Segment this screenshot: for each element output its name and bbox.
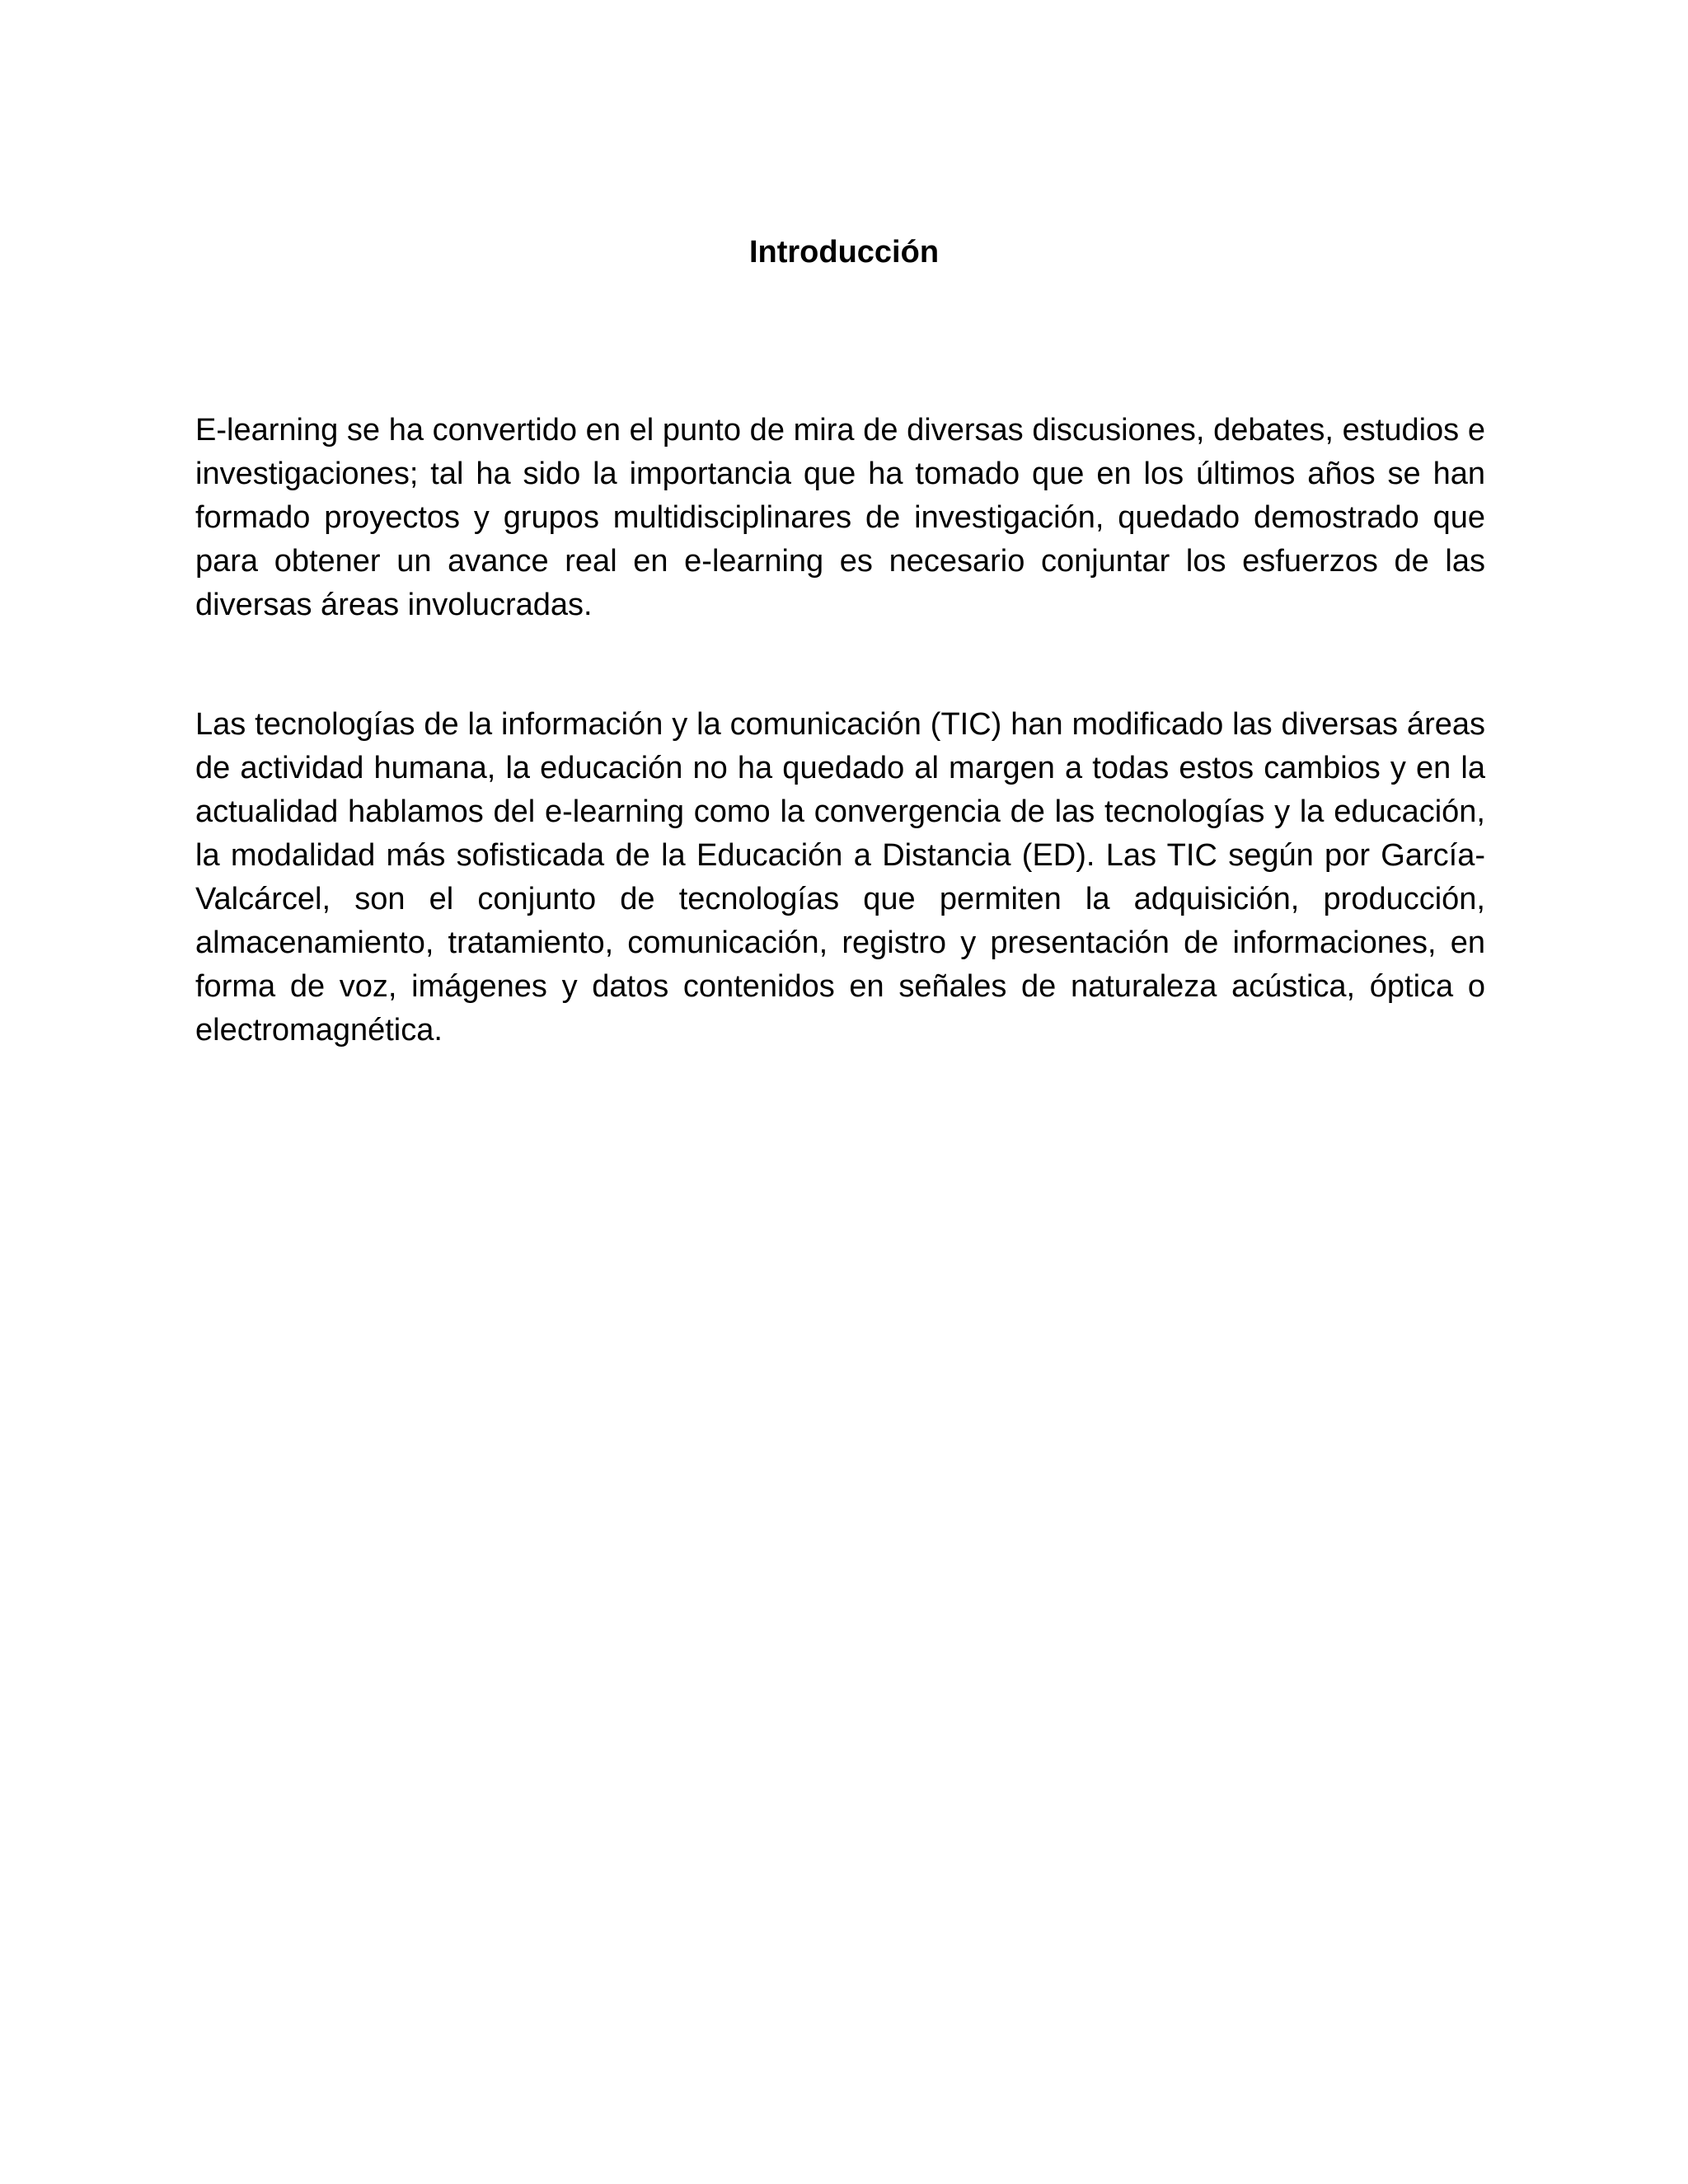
page-title: Introducción <box>748 235 940 269</box>
paragraph-elearning: E-learning se ha convertido en el punto de mira de diversas discusiones, debates, estudios e investigaciones; tal ha sido la importancia que ha tomado que en los últimos años se han formado proyectos y grupos multidisciplinares de investigación, quedado demostrado que para obtener un avance real en e-learning es necesario conjuntar los esfuerzos de las diversas áreas involucradas. <box>195 413 1485 622</box>
paragraph-tic: Las tecnologías de la información y la comunicación (TIC) han modificado las diversas áreas de actividad humana, la educación no ha quedado al margen a todas estos cambios y en la actualidad hablamos del e-learning como la convergencia de las tecnologías y la educación, la modalidad más sofisticada de la Educación a Distancia (ED). Las TIC según por García-Valcárcel, son el conjunto de tecnologías que permiten la adquisición, producción, almacenamiento, tratamiento, comunicación, registro y presentación de informaciones, en forma de voz, imágenes y datos contenidos en señales de naturaleza acústica, óptica o electromagnética. <box>195 707 1485 1047</box>
